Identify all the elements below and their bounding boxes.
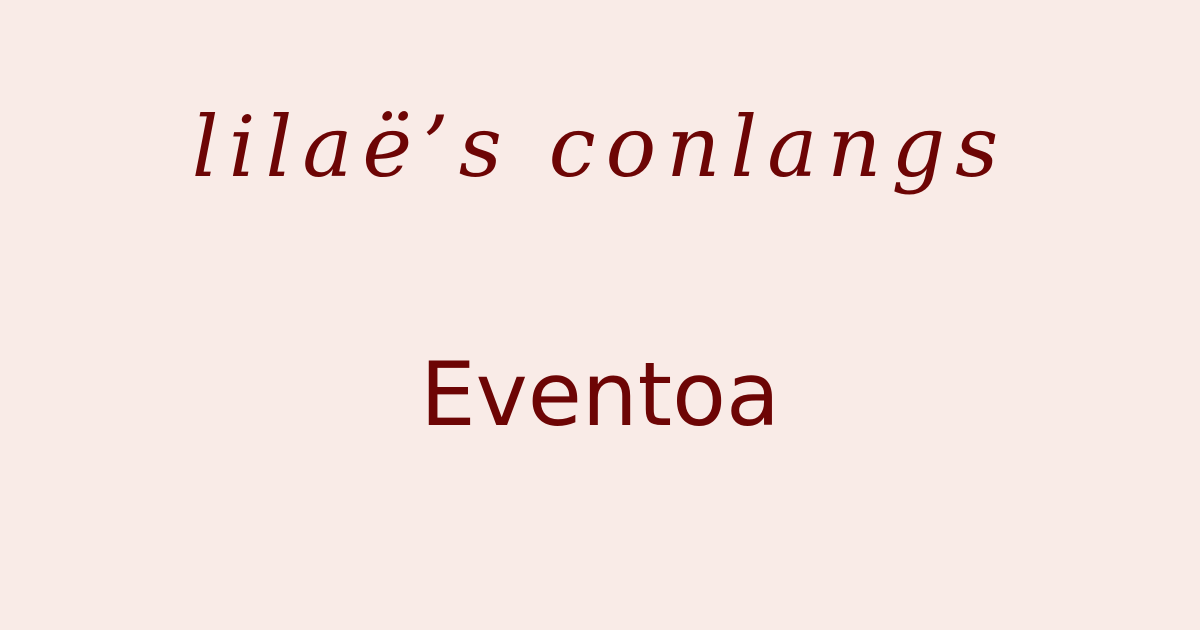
site-title: lilaë’s conlangs [191,98,1009,196]
page-title: Eventoa [420,343,780,446]
